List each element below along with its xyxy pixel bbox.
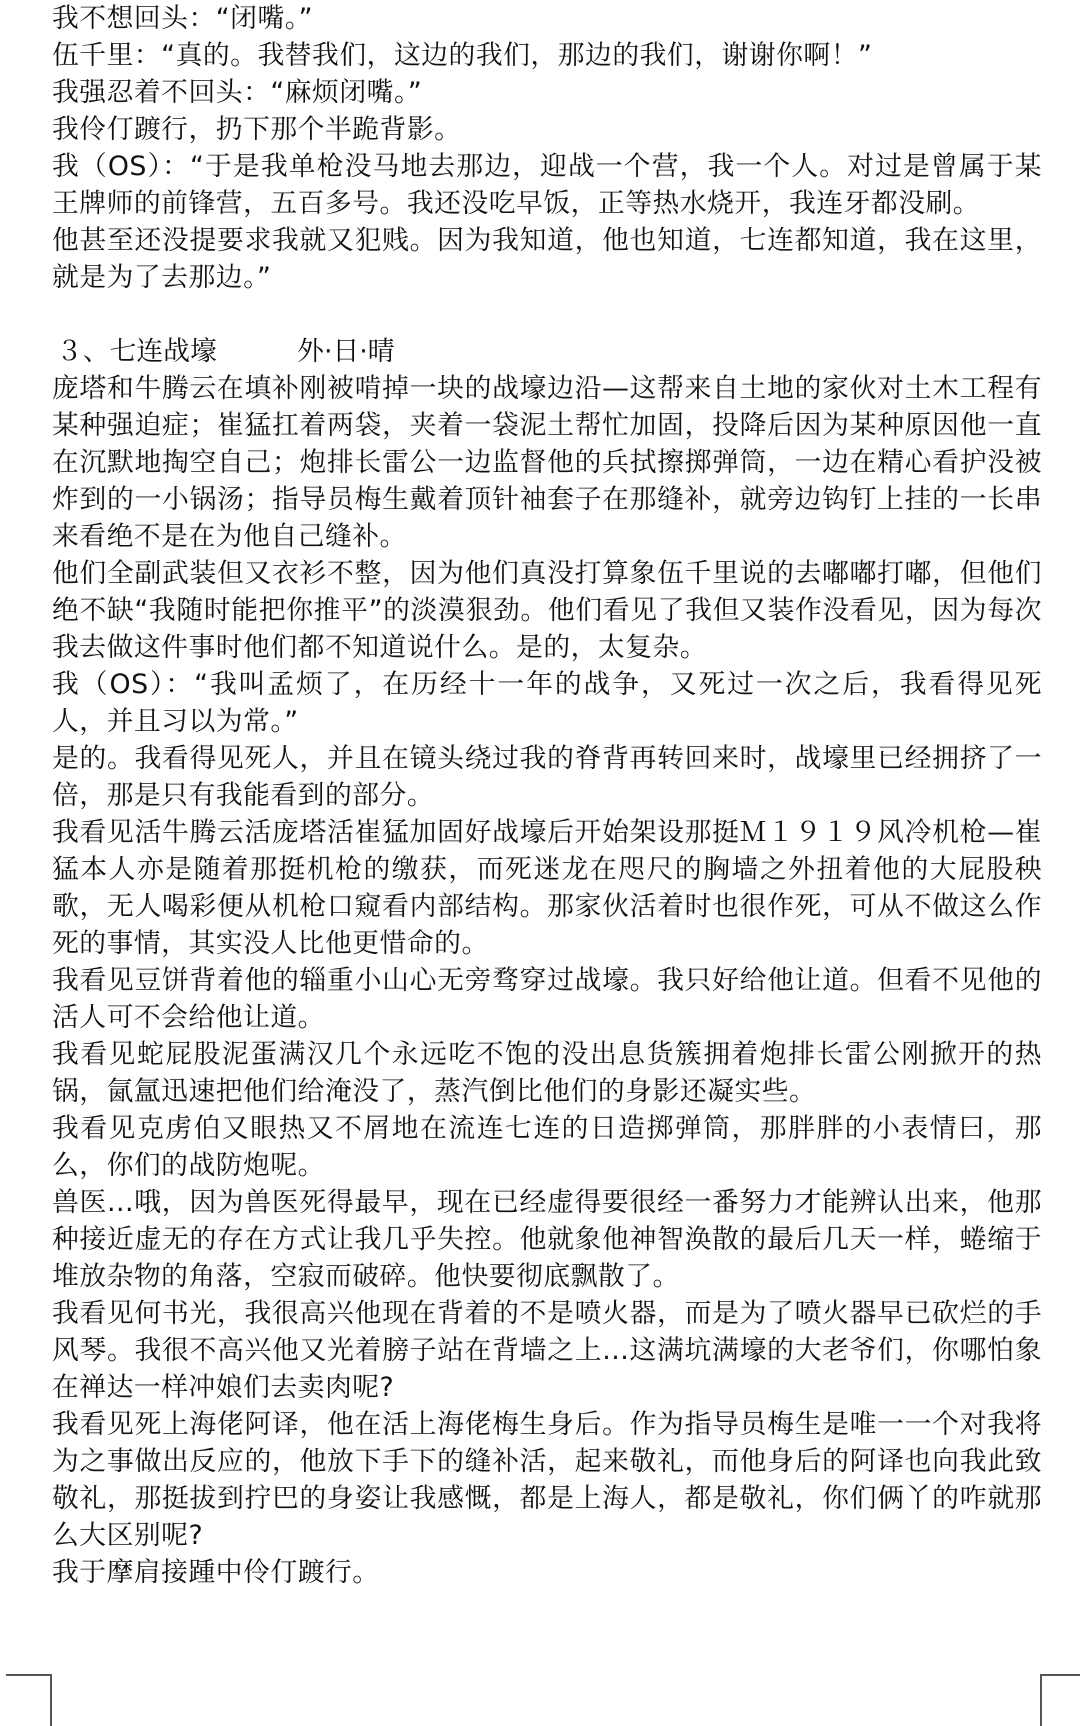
paragraph: 兽医...哦，因为兽医死得最早，现在已经虚得要很经一番努力才能辨认出来，他那种接近虚无的存在方式让我几乎失控。他就象他神智涣散的最后几天一样，蜷缩于堆放杂物的角落，空寂而破碎。他快要彻底飘散了。 [52,1187,1042,1292]
blank-line [52,296,1042,333]
page-corner-mark-left [6,1674,52,1726]
paragraph: 我（OS）：“于是我单枪没马地去那边，迎战一个营，我一个人。对过是曾属于某王牌师的前锋营，五百多号。我还没吃早饭，正等热水烧开，我连牙都没刷。 [52,151,1042,219]
paragraph: 我看见活牛腾云活庞塔活崔猛加固好战壕后开始架设那挺Ｍ１９１９风冷机枪—崔猛本人亦是随着那挺机枪的缴获，而死迷龙在咫尺的胸墙之外扭着他的大屁股秧歌，无人喝彩便从机枪口窥看内部结构。那家伙活着时也很作死，可从不做这么作死的事情，其实没人比他更惜命的。 [52,817,1042,959]
scene-heading: ３、七连战壕 外·日·晴 [56,336,395,367]
paragraph: 庞塔和牛腾云在填补刚被啃掉一块的战壕边沿—这帮来自土地的家伙对土木工程有某种强迫症；崔猛扛着两袋，夹着一袋泥土帮忙加固，投降后因为某种原因他一直在沉默地掏空自己；炮排长雷公一边监督他的兵拭擦掷弹筒，一边在精心看护没被炸到的一小锅汤；指导员梅生戴着顶针袖套子在那缝补，就旁边钩钉上挂的一长串来看绝不是在为他自己缝补。 [52,373,1042,552]
paragraph: 我看见克虏伯又眼热又不屑地在流连七连的日造掷弹筒，那胖胖的小表情曰，那么，你们的战防炮呢。 [52,1113,1042,1181]
paragraph: 伍千里：“真的。我替我们，这边的我们，那边的我们，谢谢你啊！” [52,40,873,71]
paragraph: 我于摩肩接踵中伶仃踱行。 [52,1557,380,1588]
paragraph: 他甚至还没提要求我就又犯贱。因为我知道，他也知道，七连都知道，我在这里，就是为了去那边。” [52,225,1042,293]
paragraph: 我伶仃踱行，扔下那个半跪背影。 [52,114,462,145]
paragraph: 是的。我看得见死人，并且在镜头绕过我的脊背再转回来时，战壕里已经拥挤了一倍，那是只有我能看到的部分。 [52,743,1042,811]
paragraph: 我（OS）：“我叫孟烦了，在历经十一年的战争，又死过一次之后，我看得见死人，并且习以为常。” [52,669,1042,737]
document-page [52,0,1042,1591]
paragraph: 我看见何书光，我很高兴他现在背着的不是喷火器，而是为了喷火器早已砍烂的手风琴。我很不高兴他又光着膀子站在背墙之上...这满坑满壕的大老爷们，你哪怕象在禅达一样冲娘们去卖肉呢? [52,1298,1042,1403]
paragraph: 我看见死上海佬阿译，他在活上海佬梅生身后。作为指导员梅生是唯一一个对我将为之事做出反应的，他放下手下的缝补活，起来敬礼，而他身后的阿译也向我此致敬礼，那挺拔到拧巴的身姿让我感慨，都是上海人，都是敬礼，你们俩丫的咋就那么大区别呢? [52,1409,1042,1551]
paragraph: 他们全副武装但又衣衫不整，因为他们真没打算象伍千里说的去嘟嘟打嘟，但他们绝不缺“我随时能把你推平”的淡漠狠劲。他们看见了我但又装作没看见，因为每次我去做这件事时他们都不知道说什么。是的，太复杂。 [52,558,1042,663]
paragraph: 我强忍着不回头：“麻烦闭嘴。” [52,77,423,108]
page-corner-mark-right [1040,1674,1080,1726]
paragraph: 我看见蛇屁股泥蛋满汉几个永远吃不饱的没出息货簇拥着炮排长雷公刚掀开的热锅，氤氲迅速把他们给淹没了，蒸汽倒比他们的身影还凝实些。 [52,1039,1042,1107]
paragraph: 我看见豆饼背着他的辎重小山心无旁骛穿过战壕。我只好给他让道。但看不见他的活人可不会给他让道。 [52,965,1042,1033]
paragraph: 我不想回头：“闭嘴。” [52,3,314,34]
